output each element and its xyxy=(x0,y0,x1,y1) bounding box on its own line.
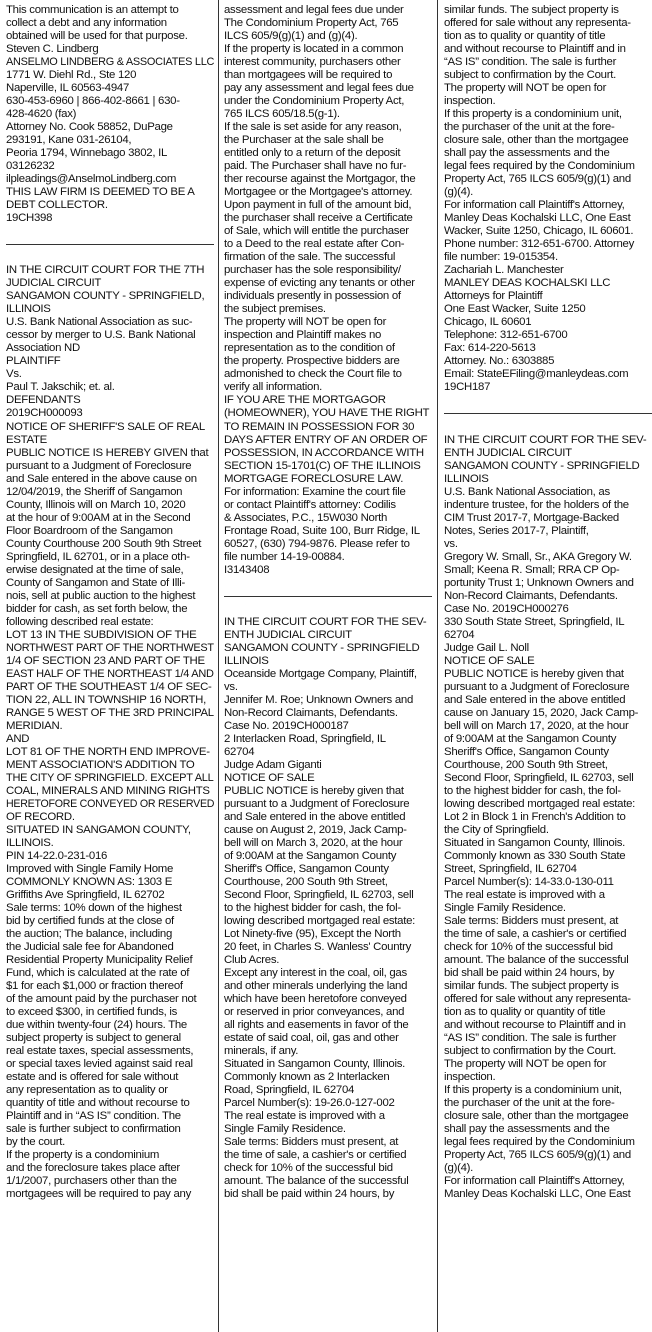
notice-text-line: Judge Gail L. Noll xyxy=(444,641,529,654)
notice-text-line: which have been heretofore conveyed xyxy=(224,993,407,1006)
notice-text-line: Sheriff's Office, Sangamon County xyxy=(444,745,609,758)
notice-text-line: Email: StateEFiling@manleydeas.com xyxy=(444,368,629,381)
notice-text-line: vs. xyxy=(224,680,238,693)
notice-text-line: admonished to check the Court file to xyxy=(224,368,402,381)
notice-text-line: Frontage Road, Suite 100, Burr Ridge, IL xyxy=(224,524,420,537)
notice-text-line: lowing described mortgaged real estate: xyxy=(224,915,416,928)
notice-text-line: due within twenty-four (24) hours. The xyxy=(6,1019,187,1032)
notice-text-line: COMMONLY KNOWN AS: 1303 E xyxy=(6,876,173,889)
notice-text-line: Second Floor, Springfield, IL 62703, sell xyxy=(444,771,634,784)
blank-line xyxy=(6,225,214,238)
notice-text-line: Case No. 2019CH000187 xyxy=(224,719,349,732)
notice-text-line: PUBLIC NOTICE is hereby given that xyxy=(444,667,624,680)
notice-text-line: interest community, purchasers other xyxy=(224,56,401,69)
notice-text-line: SANGAMON COUNTY - SPRINGFIELD xyxy=(444,459,640,472)
notice-text-line: Courthouse, 200 South 9th Street, xyxy=(224,876,388,889)
notice-text-line: entitled only to a return of the deposit xyxy=(224,147,401,160)
notice-text-line: Commonly known as 330 South State xyxy=(444,850,626,863)
notice-text-line: or reserved in prior conveyances, and xyxy=(224,1006,405,1019)
notice-text-line: the auction; The balance, including xyxy=(6,928,173,941)
notice-text-line: ESTATE xyxy=(6,433,47,446)
notice-text-line: to the highest bidder for cash, the fol- xyxy=(224,902,401,915)
notice-text-line: 19CH187 xyxy=(444,381,491,394)
notice-text-line: and Sale entered in the above entitled xyxy=(224,810,406,823)
notice-text-line: Except any interest in the coal, oil, gas xyxy=(224,967,407,980)
notice-text-line: Single Family Residence. xyxy=(444,902,566,915)
notice-text-line: similar funds. The subject property is xyxy=(444,4,619,16)
notice-text-line: The Condominium Property Act, 765 xyxy=(224,17,399,30)
notice-text-line: Oceanside Mortgage Company, Plaintiff, xyxy=(224,667,417,680)
notice-text-line: Notes, Series 2017-7, Plaintiff, xyxy=(444,524,589,537)
notice-text-line: amount. The balance of the successful xyxy=(224,1175,409,1188)
notice-text-line: inspection. xyxy=(444,1071,496,1084)
notice-text-line: Peoria 1794, Winnebago 3802, IL xyxy=(6,147,168,160)
notice-text-line: “AS IS” condition. The sale is further xyxy=(444,1032,617,1045)
notice-text-line: EAST HALF OF THE NORTHEAST 1/4 AND xyxy=(6,667,214,680)
notice-text-line: NOTICE OF SALE xyxy=(444,654,535,667)
notice-text-line: or special taxes levied against said real xyxy=(6,1058,193,1071)
notice-text-line: Non-Record Claimants, Defendants. xyxy=(224,706,398,719)
notice-text-line: the purchaser of the unit at the fore- xyxy=(444,1097,615,1110)
notice-text-line: JUDICIAL CIRCUIT xyxy=(6,277,102,290)
notice-text-line: SITUATED IN SANGAMON COUNTY, xyxy=(6,823,191,836)
notice-text-line: DAYS AFTER ENTRY OF AN ORDER OF xyxy=(224,433,428,446)
notice-text-line: Lot Ninety-five (95), Except the North xyxy=(224,928,401,941)
notice-text-line: IN THE CIRCUIT COURT FOR THE 7TH xyxy=(6,264,205,277)
notice-text-line: vs. xyxy=(444,537,458,550)
notice-text-line: (HOMEOWNER), YOU HAVE THE RIGHT xyxy=(224,407,430,420)
notice-text-line: U.S. Bank National Association, as xyxy=(444,485,610,498)
notice-text-line: closure sale, other than the mortgagee xyxy=(444,134,629,147)
notice-text-line: DEBT COLLECTOR. xyxy=(6,199,108,212)
notice-text-line: Judge Adam Giganti xyxy=(224,758,322,771)
notice-text-line: Paul T. Jakschik; et. al. xyxy=(6,381,115,394)
notice-text-line: MENT ASSOCIATION'S ADDITION TO xyxy=(6,758,195,771)
notice-text-line: County of Sangamon and State of Illi- xyxy=(6,576,185,589)
notice-text-line: than mortgagees will be required to xyxy=(224,69,393,82)
notice-text-line: 19CH398 xyxy=(6,212,53,225)
notice-text-line: cause on August 2, 2019, Jack Camp- xyxy=(224,823,407,836)
notice-text-line: AND xyxy=(6,732,30,745)
notice-text-line: “AS IS” condition. The sale is further xyxy=(444,56,617,69)
notice-text-line: MORTGAGE FORECLOSURE LAW. xyxy=(224,472,404,485)
notice-text-line: paid. The Purchaser shall have no fur- xyxy=(224,160,407,173)
notice-text-line: If the property is a condominium xyxy=(6,1149,160,1162)
notice-text-line: For information call Plaintiff's Attorney, xyxy=(444,1175,625,1188)
notice-text-line: file number: 19-015354. xyxy=(444,251,558,264)
notice-text-line: County, Illinois will on March 10, 2020 xyxy=(6,498,186,511)
notice-text-line: inspection and Plaintiff makes no xyxy=(224,329,382,342)
notice-text-line: Zachariah L. Manchester xyxy=(444,264,564,277)
notice-text-line: Mortgagee or the Mortgagee's attorney. xyxy=(224,186,413,199)
notice-text-line: cause on January 15, 2020, Jack Camp- xyxy=(444,706,639,719)
notice-text-line: Property Act, 765 ILCS 605/9(g)(1) and xyxy=(444,1149,631,1162)
notice-text-line: Attorneys for Plaintiff xyxy=(444,290,543,303)
notice-text-line: Single Family Residence. xyxy=(224,1123,346,1136)
notice-text-line: check for 10% of the successful bid xyxy=(444,941,613,954)
notice-text-line: POSSESSION, IN ACCORDANCE WITH xyxy=(224,446,424,459)
notice-text-line: verify all information. xyxy=(224,381,323,394)
notice-text-line: IN THE CIRCUIT COURT FOR THE SEV- xyxy=(444,433,647,446)
notice-text-line: pursuant to a Judgment of Foreclosure xyxy=(444,680,630,693)
notice-text-line: firmation of the sale. The successful xyxy=(224,251,396,264)
notice-text-line: 428-4620 (fax) xyxy=(6,108,77,121)
notice-text-line: to exceed $300, in certified funds, is xyxy=(6,1006,178,1019)
notice-text-line: MANLEY DEAS KOCHALSKI LLC xyxy=(444,277,611,290)
notice-text-line: collect a debt and any information xyxy=(6,17,167,30)
notice-text-line: shall pay the assessments and the xyxy=(444,1123,610,1136)
notice-text-line: ILLINOIS xyxy=(224,654,269,667)
notice-text-line: at the hour of 9:00AM at in the Second xyxy=(6,511,191,524)
notice-text-line: NOTICE OF SHERIFF'S SALE OF REAL xyxy=(6,420,205,433)
notice-text-line: Jennifer M. Roe; Unknown Owners and xyxy=(224,693,413,706)
notice-text-line: the time of sale, a cashier's or certified xyxy=(444,928,627,941)
notice-text-line: Sale terms: Bidders must present, at xyxy=(224,1136,399,1149)
notice-text-line: Manley Deas Kochalski LLC, One East xyxy=(444,212,631,225)
notice-text-line: (g)(4). xyxy=(444,186,474,199)
notice-text-line: obtained will be used for that purpose. xyxy=(6,30,188,43)
notice-text-line: cessor by merger to U.S. Bank National xyxy=(6,329,196,342)
notice-text-line: portunity Trust 1; Unknown Owners and xyxy=(444,576,634,589)
notice-text-line: the purchaser of the unit at the fore- xyxy=(444,121,615,134)
notice-text-line: tion as to quality or quantity of title xyxy=(444,1006,606,1019)
notice-text-line: ILLINOIS xyxy=(444,472,489,485)
notice-text-line: pay any assessment and legal fees due xyxy=(224,82,414,95)
notice-text-line: Sale terms: 10% down of the highest xyxy=(6,902,182,915)
notice-text-line: subject property is subject to general xyxy=(6,1032,181,1045)
notice-text-line: IN THE CIRCUIT COURT FOR THE SEV- xyxy=(224,615,427,628)
notice-text-line: PIN 14-22.0-231-016 xyxy=(6,850,108,863)
notice-text-line: LOT 13 IN THE SUBDIVISION OF THE xyxy=(6,628,197,641)
notice-text-line: Phone number: 312-651-6700. Attorney xyxy=(444,238,635,251)
notice-text-line: Upon payment in full of the amount bid, xyxy=(224,199,412,212)
notice-text-line: any representation as to quality or xyxy=(6,1084,168,1097)
notice-text-line: Floor Boardroom of the Sangamon xyxy=(6,524,173,537)
notice-text-line: The property will NOT be open for xyxy=(444,1058,607,1071)
notice-text-line: 20 feet, in Charles S. Wanless' Country xyxy=(224,941,412,954)
notice-text-line: mortgagees will be required to pay any xyxy=(6,1188,192,1201)
notice-text-line: the property. Prospective bidders are xyxy=(224,355,400,368)
notice-text-line: COAL, MINERALS AND MINING RIGHTS xyxy=(6,784,210,797)
notice-text-line: and other minerals underlying the land xyxy=(224,980,408,993)
notice-text-line: erwise designated at the time of sale, xyxy=(6,563,184,576)
notice-text-line: THIS LAW FIRM IS DEEMED TO BE A xyxy=(6,186,195,199)
notice-separator-rule xyxy=(6,238,214,251)
notice-text-line: ilpleadings@AnselmoLindberg.com xyxy=(6,173,177,186)
notice-text-line: (g)(4). xyxy=(444,1162,474,1175)
notice-text-line: Gregory W. Small, Sr., AKA Gregory W. xyxy=(444,550,632,563)
notice-text-line: Parcel Number(s): 14-33.0-130-011 xyxy=(444,876,614,889)
notice-text-line: Improved with Single Family Home xyxy=(6,863,174,876)
blank-line xyxy=(444,421,652,434)
notice-text-line: legal fees required by the Condominium xyxy=(444,160,635,173)
notice-text-line: the time of sale, a cashier's or certified xyxy=(224,1149,407,1162)
notice-text-line: estate of said coal, oil, gas and other xyxy=(224,1032,399,1045)
notice-text-line: and Sale entered in the above cause on xyxy=(6,472,197,485)
notice-text-line: PART OF THE SOUTHEAST 1/4 OF SEC- xyxy=(6,680,212,693)
notice-text-line: PUBLIC NOTICE IS HEREBY GIVEN that xyxy=(6,446,209,459)
notice-text-line: HERETOFORE CONVEYED OR RESERVED xyxy=(6,797,214,810)
notice-text-line: Steven C. Lindberg xyxy=(6,43,99,56)
notice-text-line: The real estate is improved with a xyxy=(444,889,605,902)
notice-text-line: similar funds. The subject property is xyxy=(444,980,619,993)
notice-text-line: Telephone: 312-651-6700 xyxy=(444,329,568,342)
notice-text-line: Property Act, 765 ILCS 605/9(g)(1) and xyxy=(444,173,631,186)
notice-text-line: U.S. Bank National Association as suc- xyxy=(6,316,193,329)
notice-text-line: the Purchaser at the sale shall be xyxy=(224,134,384,147)
notice-text-line: ANSELMO LINDBERG & ASSOCIATES LLC xyxy=(6,56,214,69)
notice-text-line: or contact Plaintiff's attorney: Codilis xyxy=(224,498,396,511)
notice-text-line: Second Floor, Springfield, IL 62703, sell xyxy=(224,889,414,902)
notice-text-line: $1 for each $1,000 or fraction thereof xyxy=(6,980,183,993)
notice-text-line: 1/1/2007, purchasers other than the xyxy=(6,1175,177,1188)
notice-text-line: For information: Examine the court file xyxy=(224,485,406,498)
notice-text-line: the subject premises. xyxy=(224,303,326,316)
notice-text-line: assessment and legal fees due under xyxy=(224,4,404,16)
notice-text-line: THE CITY OF SPRINGFIELD. EXCEPT ALL xyxy=(6,771,214,784)
notice-text-line: of 9:00AM at the Sangamon County xyxy=(224,850,397,863)
notice-text-line: Street, Springfield, IL 62704 xyxy=(444,863,577,876)
notice-text-line: 03126232 xyxy=(6,160,55,173)
notice-text-line: ILCS 605/9(g)(1) and (g)(4). xyxy=(224,30,358,43)
notice-text-line: and the foreclosure takes place after xyxy=(6,1162,180,1175)
notice-text-line: PUBLIC NOTICE is hereby given that xyxy=(224,784,404,797)
notice-text-line: PLAINTIFF xyxy=(6,355,61,368)
notice-text-line: bell will on March 3, 2020, at the hour xyxy=(224,837,403,849)
notice-text-line: Small; Keena R. Small; RRA CP Op- xyxy=(444,563,620,576)
notice-text-line: 1/4 OF SECTION 23 AND PART OF THE xyxy=(6,654,205,667)
blank-line xyxy=(6,251,214,264)
notice-text-line: pursuant to a Judgment of Foreclosure xyxy=(6,459,192,472)
notice-text-line: OF RECORD. xyxy=(6,810,75,823)
notice-text-line: the Judicial sale fee for Abandoned xyxy=(6,941,174,954)
notice-text-line: & Associates, P.C., 15W030 North xyxy=(224,511,388,524)
notice-text-line: MERIDIAN. xyxy=(6,719,63,732)
notice-column-1 xyxy=(6,4,214,1330)
notice-text-line: by the court. xyxy=(6,1136,66,1149)
notice-text-line: Road, Springfield, IL 62704 xyxy=(224,1084,355,1097)
column-divider xyxy=(437,0,438,1332)
notice-text-line: 62704 xyxy=(444,628,475,641)
notice-text-line: TION 22, ALL IN TOWNSHIP 16 NORTH, xyxy=(6,693,207,706)
notice-text-line: Parcel Number(s): 19-26.0-127-002 xyxy=(224,1097,395,1110)
notice-text-line: to a Deed to the real estate after Con- xyxy=(224,238,405,251)
blank-line xyxy=(224,577,432,590)
notice-separator-rule xyxy=(444,407,652,420)
notice-text-line: Sheriff's Office, Sangamon County xyxy=(224,863,389,876)
notice-text-line: lowing described mortgaged real estate: xyxy=(444,797,636,810)
notice-text-line: of Sale, which will entitle the purchaser xyxy=(224,225,409,238)
notice-text-line: For information call Plaintiff's Attorney, xyxy=(444,199,625,212)
notice-text-line: quantity of title and without recourse to xyxy=(6,1097,190,1110)
notice-text-line: CIM Trust 2017-7, Mortgage-Backed xyxy=(444,511,619,524)
notice-text-line: 765 ILCS 605/18.5(g-1). xyxy=(224,108,340,121)
notice-text-line: 60527, (630) 794-9876. Please refer to xyxy=(224,537,410,550)
notice-text-line: bidder for cash, as set forth below, the xyxy=(6,602,188,615)
notice-text-line: Sale terms: Bidders must present, at xyxy=(444,915,619,928)
notice-text-line: inspection. xyxy=(444,95,496,108)
notice-text-line: 2 Interlacken Road, Springfield, IL xyxy=(224,732,386,745)
notice-text-line: Naperville, IL 60563-4947 xyxy=(6,82,130,95)
notice-text-line: I3143408 xyxy=(224,563,270,576)
notice-text-line: representation as to the condition of xyxy=(224,342,395,355)
notice-separator-rule xyxy=(224,590,432,603)
notice-text-line: If this property is a condominium unit, xyxy=(444,1084,622,1097)
notice-text-line: file number 14-19-00884. xyxy=(224,550,345,563)
notice-text-line: LOT 81 OF THE NORTH END IMPROVE- xyxy=(6,745,210,758)
notice-text-line: under the Condominium Property Act, xyxy=(224,95,405,108)
notice-text-line: tion as to quality or quantity of title xyxy=(444,30,606,43)
notice-text-line: legal fees required by the Condominium xyxy=(444,1136,635,1149)
notice-text-line: Chicago, IL 60601 xyxy=(444,316,532,329)
notice-text-line: The property will NOT be open for xyxy=(224,316,387,329)
notice-text-line: Club Acres. xyxy=(224,954,280,967)
notice-text-line: The real estate is improved with a xyxy=(224,1110,385,1123)
notice-text-line: estate and is offered for sale without xyxy=(6,1071,179,1084)
notice-text-line: If the sale is set aside for any reason, xyxy=(224,121,402,134)
notice-text-line: closure sale, other than the mortgagee xyxy=(444,1110,629,1123)
notice-text-line: bell will on March 17, 2020, at the hour xyxy=(444,719,629,732)
notice-text-line: indenture trustee, for the holders of the xyxy=(444,498,629,511)
notice-text-line: expense of evicting any tenants or other xyxy=(224,277,415,290)
notice-text-line: Attorney. No.: 6303885 xyxy=(444,355,555,368)
notice-text-line: 1771 W. Diehl Rd., Ste 120 xyxy=(6,69,137,82)
notice-text-line: check for 10% of the successful bid xyxy=(224,1162,393,1175)
notice-text-line: Commonly known as 2 Interlacken xyxy=(224,1071,390,1084)
notice-text-line: shall pay the assessments and the xyxy=(444,147,610,160)
blank-line xyxy=(224,603,432,616)
notice-text-line: Courthouse, 200 South 9th Street, xyxy=(444,758,608,771)
notice-text-line: Situated in Sangamon County, Illinois. xyxy=(444,837,626,849)
notice-text-line: Manley Deas Kochalski LLC, One East xyxy=(444,1188,631,1201)
notice-text-line: IF YOU ARE THE MORTGAGOR xyxy=(224,394,386,407)
notice-text-line: following described real estate: xyxy=(6,615,154,628)
notice-text-line: 2019CH000093 xyxy=(6,407,83,420)
notice-text-line: bid shall be paid within 24 hours, by xyxy=(444,967,615,980)
notice-text-line: 12/04/2019, the Sheriff of Sangamon xyxy=(6,485,183,498)
notice-text-line: 330 South State Street, Springfield, IL xyxy=(444,615,625,628)
notice-text-line: Wacker, Suite 1250, Chicago, IL 60601. xyxy=(444,225,634,238)
notice-text-line: Non-Record Claimants, Defendants. xyxy=(444,589,618,602)
column-divider xyxy=(218,0,219,1332)
notice-text-line: 62704 xyxy=(224,745,255,758)
notice-text-line: all rights and easements in favor of the xyxy=(224,1019,409,1032)
notice-text-line: NOTICE OF SALE xyxy=(224,771,315,784)
notice-text-line: ILLINOIS. xyxy=(6,837,54,849)
notice-text-line: of the amount paid by the purchaser not xyxy=(6,993,197,1006)
notice-text-line: bid by certified funds at the close of xyxy=(6,915,174,928)
notice-text-line: If the property is located in a common xyxy=(224,43,404,56)
notice-text-line: Fax: 614-220-5613 xyxy=(444,342,536,355)
notice-text-line: Case No. 2019CH000276 xyxy=(444,602,569,615)
notice-text-line: and without recourse to Plaintiff and in xyxy=(444,43,626,56)
notice-text-line: Griffiths Ave Springfield, IL 62702 xyxy=(6,889,165,902)
notice-text-line: ther recourse against the Mortgagor, the xyxy=(224,173,416,186)
notice-text-line: subject to confirmation by the Court. xyxy=(444,69,616,82)
notice-text-line: real estate taxes, special assessments, xyxy=(6,1045,194,1058)
notice-text-line: The property will NOT be open for xyxy=(444,82,607,95)
notice-text-line: SANGAMON COUNTY - SPRINGFIELD, xyxy=(6,290,205,303)
notice-text-line: and without recourse to Plaintiff and in xyxy=(444,1019,626,1032)
notice-text-line: subject to confirmation by the Court. xyxy=(444,1045,616,1058)
notice-text-line: offered for sale without any representa- xyxy=(444,993,631,1006)
notice-text-line: ENTH JUDICIAL CIRCUIT xyxy=(444,446,572,459)
notice-text-line: If this property is a condominium unit, xyxy=(444,108,622,121)
notice-text-line: ENTH JUDICIAL CIRCUIT xyxy=(224,628,352,641)
notice-text-line: of 9:00AM at the Sangamon County xyxy=(444,732,617,745)
notice-column-2 xyxy=(224,4,432,1330)
notice-text-line: This communication is an attempt to xyxy=(6,4,179,16)
notice-text-line: the purchaser shall receive a Certificate xyxy=(224,212,413,225)
notice-text-line: SECTION 15-1701(C) OF THE ILLINOIS xyxy=(224,459,421,472)
notice-text-line: individuals presently in possession of xyxy=(224,290,401,303)
notice-text-line: Situated in Sangamon County, Illinois. xyxy=(224,1058,406,1071)
notice-text-line: minerals, if any. xyxy=(224,1045,299,1058)
notice-text-line: Springfield, IL 62701, or in a place oth- xyxy=(6,550,190,563)
notice-text-line: ILLINOIS xyxy=(6,303,51,316)
notice-text-line: SANGAMON COUNTY - SPRINGFIELD xyxy=(224,641,420,654)
notice-text-line: sale is further subject to confirmation xyxy=(6,1123,181,1136)
notice-text-line: nois, sell at public auction to the highest xyxy=(6,589,196,602)
notice-text-line: pursuant to a Judgment of Foreclosure xyxy=(224,797,410,810)
notice-text-line: DEFENDANTS xyxy=(6,394,81,407)
notice-text-line: purchaser has the sole responsibility/ xyxy=(224,264,401,277)
notice-text-line: offered for sale without any representa- xyxy=(444,17,631,30)
notice-text-line: amount. The balance of the successful xyxy=(444,954,629,967)
notice-text-line: NORTHWEST PART OF THE NORTHWEST xyxy=(6,641,214,654)
notice-text-line: Association ND xyxy=(6,342,80,355)
notice-text-line: Attorney No. Cook 58852, DuPage xyxy=(6,121,173,134)
notice-text-line: 630-453-6960 | 866-402-8661 | 630- xyxy=(6,95,180,108)
notice-column-3 xyxy=(444,4,652,1330)
notice-text-line: the City of Springfield. xyxy=(444,823,549,836)
notice-text-line: 293191, Kane 031-26104, xyxy=(6,134,132,147)
notice-text-line: and Sale entered in the above entitled xyxy=(444,693,626,706)
blank-line xyxy=(444,394,652,407)
notice-text-line: Lot 2 in Block 1 in French's Addition to xyxy=(444,810,626,823)
notice-text-line: Plaintiff and in “AS IS” condition. The xyxy=(6,1110,181,1123)
notice-text-line: County Courthouse 200 South 9th Street xyxy=(6,537,202,550)
notice-text-line: TO REMAIN IN POSSESSION FOR 30 xyxy=(224,420,415,433)
notice-text-line: Residential Property Municipality Relief xyxy=(6,954,193,967)
notice-text-line: One East Wacker, Suite 1250 xyxy=(444,303,586,316)
notice-text-line: RANGE 5 WEST OF THE 3RD PRINCIPAL xyxy=(6,706,214,719)
notice-text-line: Vs. xyxy=(6,368,22,381)
notice-text-line: to the highest bidder for cash, the fol- xyxy=(444,784,621,797)
notice-text-line: bid shall be paid within 24 hours, by xyxy=(224,1188,395,1201)
notice-text-line: Fund, which is calculated at the rate of xyxy=(6,967,190,980)
